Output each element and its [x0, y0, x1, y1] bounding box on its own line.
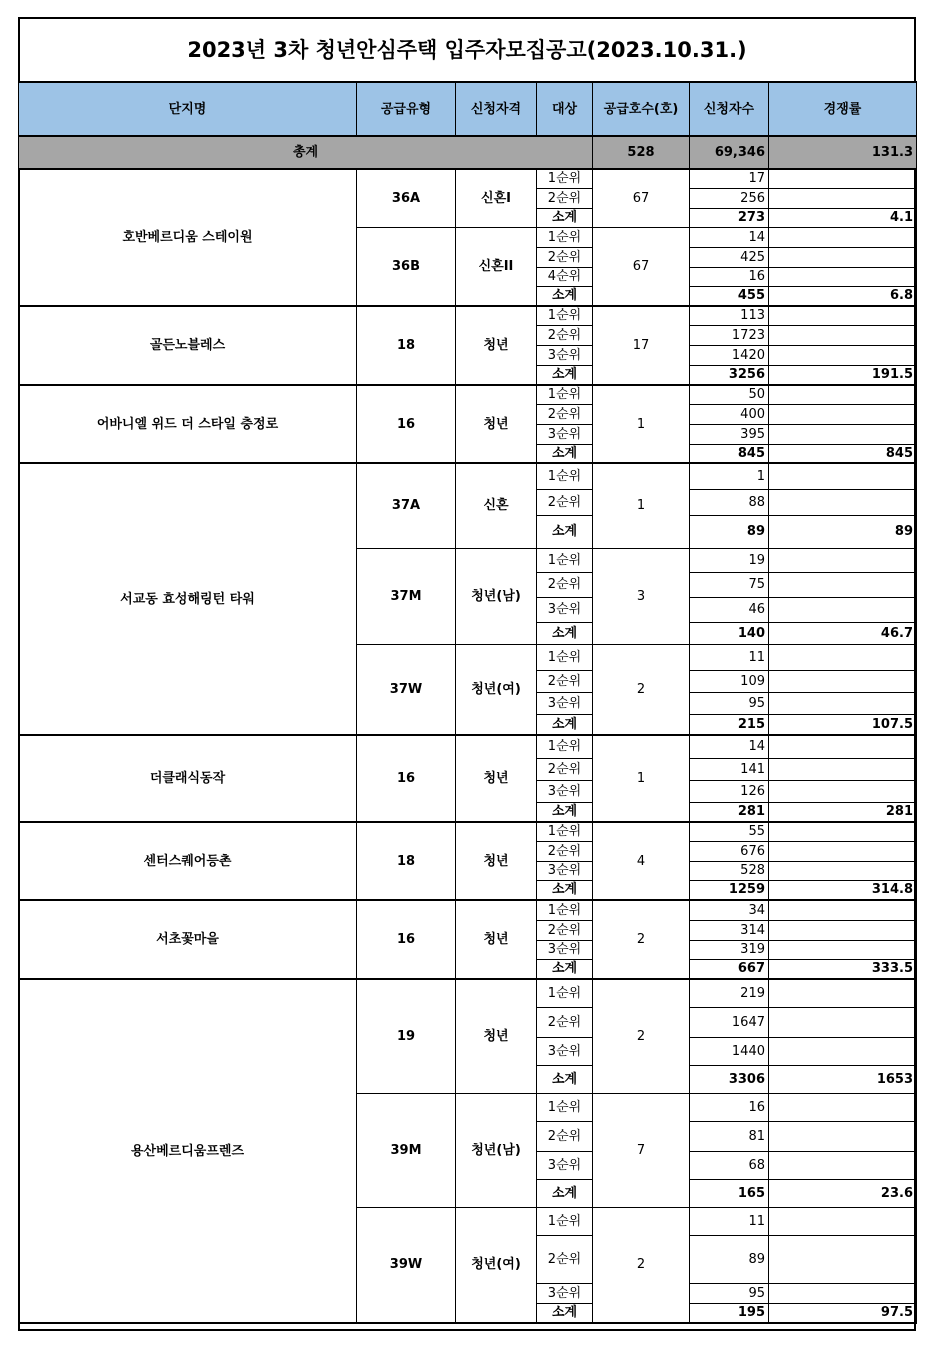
competition-ratio: 46.7: [769, 622, 917, 644]
rank-label: 3순위: [537, 780, 593, 802]
applicant-count: 141: [690, 758, 769, 780]
applicant-count: 126: [690, 780, 769, 802]
applicant-count: 19: [690, 548, 769, 572]
rank-label: 소계: [537, 880, 593, 900]
rank-label: 3순위: [537, 424, 593, 444]
applicant-count: 34: [690, 900, 769, 920]
applicant-count: 273: [690, 208, 769, 227]
rank-label: 2순위: [537, 1007, 593, 1037]
supply-units: 4: [593, 822, 690, 900]
applicant-count: 46: [690, 597, 769, 622]
applicant-count: 219: [690, 979, 769, 1007]
supply-units: 2: [593, 1207, 690, 1323]
applicant-count: 89: [690, 1235, 769, 1283]
supply-type: 18: [357, 306, 456, 385]
rank-label: 2순위: [537, 1235, 593, 1283]
rank-label: 2순위: [537, 841, 593, 861]
rank-label: 1순위: [537, 900, 593, 920]
rank-label: 1순위: [537, 979, 593, 1007]
rank-label: 4순위: [537, 267, 593, 286]
competition-ratio: [769, 735, 917, 758]
rank-label: 소계: [537, 286, 593, 306]
col-header-supply-type: 공급유형: [357, 82, 456, 136]
applicant-count: 3256: [690, 365, 769, 385]
applicant-count: 50: [690, 385, 769, 404]
competition-ratio: [769, 597, 917, 622]
supply-units: 2: [593, 900, 690, 979]
rank-label: 2순위: [537, 1121, 593, 1151]
rank-label: 소계: [537, 365, 593, 385]
supply-units: 3: [593, 548, 690, 644]
competition-ratio: [769, 900, 917, 920]
rank-label: 1순위: [537, 644, 593, 670]
rank-label: 1순위: [537, 463, 593, 489]
supply-type: 18: [357, 822, 456, 900]
competition-ratio: [769, 692, 917, 714]
rank-label: 2순위: [537, 404, 593, 424]
competition-ratio: [769, 306, 917, 325]
rank-label: 3순위: [537, 597, 593, 622]
rank-label: 2순위: [537, 758, 593, 780]
applicant-count: 1723: [690, 325, 769, 345]
applicant-count: 425: [690, 247, 769, 267]
rank-label: 1순위: [537, 169, 593, 188]
applicant-count: 400: [690, 404, 769, 424]
supply-type: 37M: [357, 548, 456, 644]
qualification: 신혼II: [456, 227, 537, 306]
rank-label: 1순위: [537, 822, 593, 841]
competition-ratio: 314.8: [769, 880, 917, 900]
applicant-count: 16: [690, 1093, 769, 1121]
competition-ratio: [769, 247, 917, 267]
qualification: 청년(남): [456, 548, 537, 644]
qualification: 청년(여): [456, 1207, 537, 1323]
applicant-count: 14: [690, 227, 769, 247]
supply-units: 17: [593, 306, 690, 385]
complex-name: 용산베르디움프렌즈: [19, 979, 357, 1323]
competition-ratio: [769, 463, 917, 489]
rank-label: 1순위: [537, 1093, 593, 1121]
applicant-count: 676: [690, 841, 769, 861]
supply-units: 2: [593, 644, 690, 735]
competition-ratio: [769, 670, 917, 692]
applicant-count: 17: [690, 169, 769, 188]
rank-label: 2순위: [537, 325, 593, 345]
table-row: [19, 169, 917, 188]
competition-ratio: [769, 979, 917, 1007]
competition-ratio: [769, 548, 917, 572]
competition-ratio: [769, 1037, 917, 1065]
applicant-count: 14: [690, 735, 769, 758]
supply-type: 37W: [357, 644, 456, 735]
competition-ratio: [769, 1207, 917, 1235]
supply-units: 67: [593, 227, 690, 306]
complex-name: 서초꽃마을: [19, 900, 357, 979]
qualification: 청년: [456, 900, 537, 979]
supply-type: 16: [357, 900, 456, 979]
qualification: 청년: [456, 822, 537, 900]
rank-label: 1순위: [537, 735, 593, 758]
complex-name: 어바니엘 위드 더 스타일 충정로: [19, 385, 357, 463]
table-row: [19, 735, 917, 758]
rank-label: 1순위: [537, 227, 593, 247]
applicant-count: 16: [690, 267, 769, 286]
competition-ratio: 1653: [769, 1065, 917, 1093]
competition-ratio: [769, 424, 917, 444]
col-header-supply-units: 공급호수(호): [593, 82, 690, 136]
total-supply: 528: [593, 136, 690, 169]
table-row: [19, 385, 917, 404]
rank-label: 소계: [537, 1065, 593, 1093]
rank-label: 3순위: [537, 940, 593, 959]
competition-ratio: [769, 1283, 917, 1303]
qualification: 청년: [456, 979, 537, 1093]
supply-units: 1: [593, 385, 690, 463]
applicant-count: 81: [690, 1121, 769, 1151]
applicant-count: 68: [690, 1151, 769, 1179]
rank-label: 2순위: [537, 188, 593, 208]
complex-name: 센터스퀘어등촌: [19, 822, 357, 900]
applicant-count: 455: [690, 286, 769, 306]
applicant-count: 1647: [690, 1007, 769, 1037]
rank-label: 3순위: [537, 1037, 593, 1065]
qualification: 신혼I: [456, 169, 537, 227]
header-row: [19, 82, 917, 136]
qualification: 청년(여): [456, 644, 537, 735]
applicant-count: 319: [690, 940, 769, 959]
table-row: [19, 463, 917, 489]
rank-label: 1순위: [537, 306, 593, 325]
table-row: [19, 306, 917, 325]
table-row: [19, 979, 917, 1007]
competition-ratio: [769, 780, 917, 802]
applicant-count: 88: [690, 489, 769, 515]
applicant-count: 256: [690, 188, 769, 208]
competition-ratio: [769, 267, 917, 286]
applicant-count: 1259: [690, 880, 769, 900]
applicant-count: 75: [690, 572, 769, 597]
col-header-competition-ratio: 경쟁률: [769, 82, 917, 136]
applicant-count: 1440: [690, 1037, 769, 1065]
total-label: 총계: [19, 136, 593, 169]
applicant-count: 89: [690, 515, 769, 548]
competition-ratio: [769, 822, 917, 841]
supply-type: 37A: [357, 463, 456, 548]
applicant-count: 528: [690, 861, 769, 880]
applicant-count: 1420: [690, 345, 769, 365]
competition-ratio: [769, 1093, 917, 1121]
applicant-count: 95: [690, 692, 769, 714]
supply-type: 16: [357, 385, 456, 463]
competition-ratio: 845: [769, 444, 917, 463]
applicant-count: 195: [690, 1303, 769, 1323]
competition-ratio: [769, 861, 917, 880]
competition-ratio: [769, 1235, 917, 1283]
supply-units: 1: [593, 463, 690, 548]
supply-units: 67: [593, 169, 690, 227]
rank-label: 3순위: [537, 861, 593, 880]
applicant-count: 95: [690, 1283, 769, 1303]
total-ratio: 131.3: [769, 136, 917, 169]
applicant-count: 3306: [690, 1065, 769, 1093]
supply-type: 16: [357, 735, 456, 822]
col-header-target: 대상: [537, 82, 593, 136]
competition-ratio: 6.8: [769, 286, 917, 306]
applicant-count: 11: [690, 1207, 769, 1235]
competition-ratio: [769, 227, 917, 247]
rank-label: 3순위: [537, 1283, 593, 1303]
col-header-complex: 단지명: [19, 82, 357, 136]
competition-ratio: [769, 644, 917, 670]
competition-ratio: 107.5: [769, 714, 917, 735]
rank-label: 소계: [537, 444, 593, 463]
competition-ratio: 281: [769, 802, 917, 822]
applicant-count: 667: [690, 959, 769, 979]
qualification: 청년: [456, 306, 537, 385]
competition-ratio: [769, 1007, 917, 1037]
supply-type: 39M: [357, 1093, 456, 1207]
total-applicants: 69,346: [690, 136, 769, 169]
supply-type: 36B: [357, 227, 456, 306]
competition-ratio: [769, 841, 917, 861]
rank-label: 2순위: [537, 247, 593, 267]
rank-label: 2순위: [537, 572, 593, 597]
qualification: 청년: [456, 385, 537, 463]
supply-type: 19: [357, 979, 456, 1093]
rank-label: 3순위: [537, 1151, 593, 1179]
rank-label: 2순위: [537, 670, 593, 692]
rank-label: 소계: [537, 714, 593, 735]
competition-ratio: [769, 188, 917, 208]
complex-name: 서교동 효성해링턴 타워: [19, 463, 357, 735]
rank-label: 소계: [537, 1303, 593, 1323]
rank-label: 3순위: [537, 692, 593, 714]
table-row: [19, 900, 917, 920]
rank-label: 소계: [537, 515, 593, 548]
applicant-count: 314: [690, 920, 769, 940]
qualification: 청년(남): [456, 1093, 537, 1207]
competition-ratio: 97.5: [769, 1303, 917, 1323]
competition-ratio: [769, 345, 917, 365]
table-row: [19, 822, 917, 841]
competition-ratio: [769, 758, 917, 780]
complex-name: 호반베르디움 스테이원: [19, 169, 357, 306]
supply-units: 1: [593, 735, 690, 822]
qualification: 신혼: [456, 463, 537, 548]
applicant-count: 113: [690, 306, 769, 325]
applicant-count: 55: [690, 822, 769, 841]
applicant-count: 11: [690, 644, 769, 670]
competition-ratio: [769, 404, 917, 424]
applicant-count: 281: [690, 802, 769, 822]
rank-label: 2순위: [537, 489, 593, 515]
supply-units: 7: [593, 1093, 690, 1207]
applicant-count: 215: [690, 714, 769, 735]
rank-label: 3순위: [537, 345, 593, 365]
competition-ratio: 89: [769, 515, 917, 548]
complex-name: 골든노블레스: [19, 306, 357, 385]
col-header-qualification: 신청자격: [456, 82, 537, 136]
qualification: 청년: [456, 735, 537, 822]
col-header-applicants: 신청자수: [690, 82, 769, 136]
competition-ratio: 23.6: [769, 1179, 917, 1207]
rank-label: 소계: [537, 208, 593, 227]
total-row: [19, 136, 917, 169]
competition-ratio: 333.5: [769, 959, 917, 979]
competition-ratio: [769, 940, 917, 959]
applicant-count: 165: [690, 1179, 769, 1207]
rank-label: 소계: [537, 802, 593, 822]
competition-ratio: [769, 572, 917, 597]
applicant-count: 109: [690, 670, 769, 692]
applicant-count: 845: [690, 444, 769, 463]
rank-label: 1순위: [537, 548, 593, 572]
supply-units: 2: [593, 979, 690, 1093]
rank-label: 소계: [537, 622, 593, 644]
rank-label: 소계: [537, 1179, 593, 1207]
competition-ratio: [769, 385, 917, 404]
document-title: 2023년 3차 청년안심주택 입주자모집공고(2023.10.31.): [187, 38, 747, 62]
supply-type: 39W: [357, 1207, 456, 1323]
competition-ratio: [769, 1151, 917, 1179]
competition-ratio: [769, 169, 917, 188]
competition-ratio: 4.1: [769, 208, 917, 227]
competition-ratio: [769, 1121, 917, 1151]
rank-label: 1순위: [537, 1207, 593, 1235]
applicant-count: 140: [690, 622, 769, 644]
recruitment-table: [18, 81, 917, 1324]
rank-label: 2순위: [537, 920, 593, 940]
supply-type: 36A: [357, 169, 456, 227]
applicant-count: 395: [690, 424, 769, 444]
applicant-count: 1: [690, 463, 769, 489]
rank-label: 소계: [537, 959, 593, 979]
complex-name: 더클래식동작: [19, 735, 357, 822]
competition-ratio: 191.5: [769, 365, 917, 385]
rank-label: 1순위: [537, 385, 593, 404]
competition-ratio: [769, 325, 917, 345]
competition-ratio: [769, 489, 917, 515]
competition-ratio: [769, 920, 917, 940]
